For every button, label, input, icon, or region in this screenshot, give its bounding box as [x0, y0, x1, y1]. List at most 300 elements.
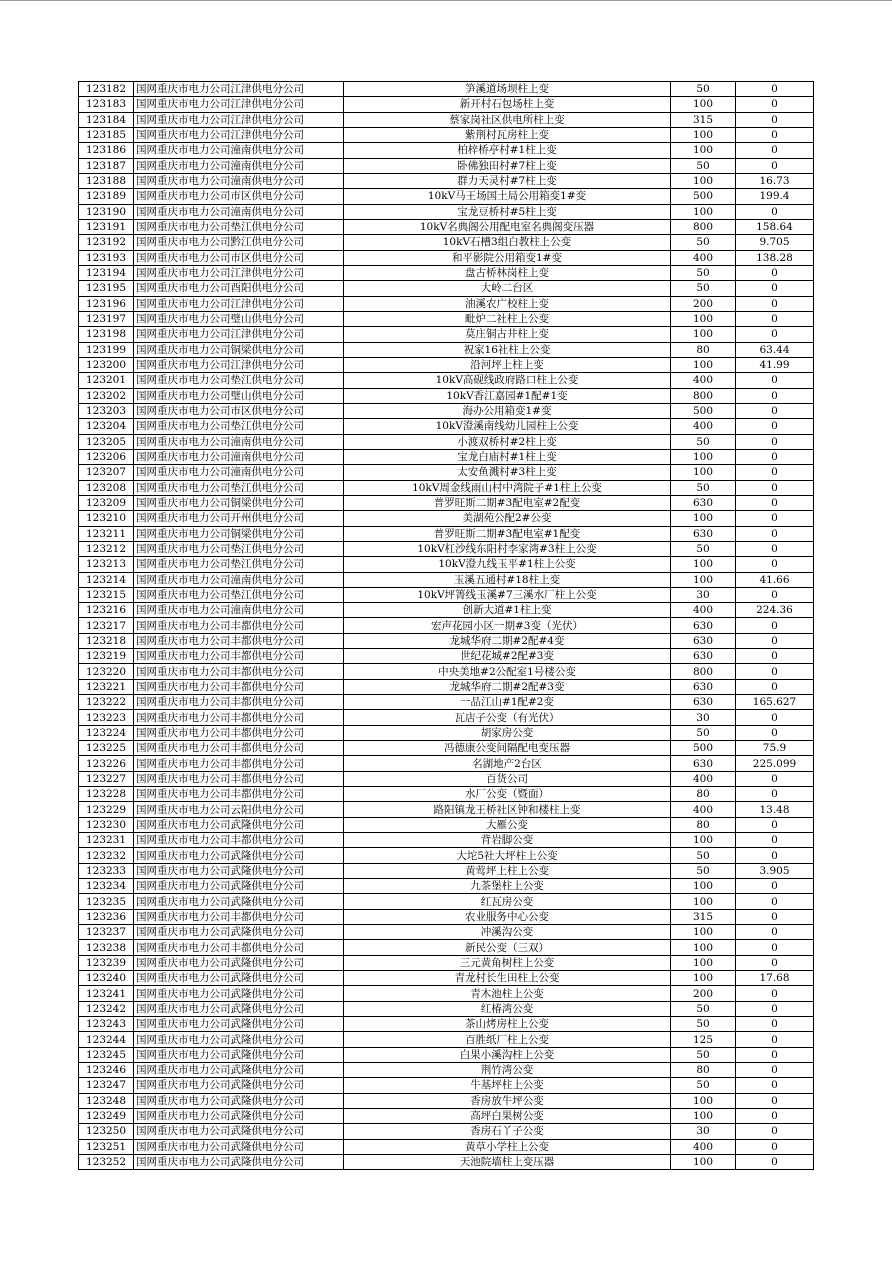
cell-id: 123250 — [79, 1124, 134, 1139]
cell-id: 123205 — [79, 434, 134, 449]
cell-transformer-name: 荆竹湾公变 — [344, 1063, 671, 1078]
cell-id: 123189 — [79, 189, 134, 204]
table-row — [79, 1078, 814, 1093]
cell-id: 123197 — [79, 311, 134, 326]
cell-capacity: 100 — [671, 511, 736, 526]
cell-value: 225.099 — [736, 756, 814, 771]
cell-company: 国网重庆市电力公司江津供电分公司 — [134, 97, 344, 112]
table-row — [79, 311, 814, 326]
table-row — [79, 219, 814, 234]
cell-transformer-name: 牛基坪柱上公变 — [344, 1078, 671, 1093]
cell-capacity: 100 — [671, 204, 736, 219]
cell-value: 0 — [736, 986, 814, 1001]
cell-capacity: 630 — [671, 679, 736, 694]
cell-company: 国网重庆市电力公司丰都供电分公司 — [134, 679, 344, 694]
cell-value: 0 — [736, 1063, 814, 1078]
cell-value: 0 — [736, 710, 814, 725]
table-row — [79, 189, 814, 204]
cell-id: 123235 — [79, 894, 134, 909]
cell-value: 0 — [736, 419, 814, 434]
cell-value: 0 — [736, 725, 814, 740]
cell-id: 123249 — [79, 1108, 134, 1123]
cell-transformer-name: 卧佛独田村#7柱上变 — [344, 158, 671, 173]
cell-capacity: 50 — [671, 82, 736, 97]
cell-id: 123218 — [79, 633, 134, 648]
table-row — [79, 511, 814, 526]
cell-id: 123199 — [79, 342, 134, 357]
cell-company: 国网重庆市电力公司潼南供电分公司 — [134, 603, 344, 618]
table-row — [79, 955, 814, 970]
table-row — [79, 971, 814, 986]
cell-id: 123222 — [79, 695, 134, 710]
cell-value: 165.627 — [736, 695, 814, 710]
cell-id: 123192 — [79, 235, 134, 250]
cell-transformer-name: 天池院墙柱上变压器 — [344, 1154, 671, 1169]
cell-capacity: 50 — [671, 1047, 736, 1062]
cell-capacity: 400 — [671, 419, 736, 434]
cell-transformer-name: 油溪农广校柱上变 — [344, 296, 671, 311]
cell-capacity: 100 — [671, 557, 736, 572]
table-row — [79, 158, 814, 173]
cell-transformer-name: 冯德康公变间隔配电变压器 — [344, 741, 671, 756]
cell-transformer-name: 宏声花园小区一期#3变（光伏） — [344, 618, 671, 633]
cell-company: 国网重庆市电力公司市区供电分公司 — [134, 250, 344, 265]
cell-capacity: 800 — [671, 388, 736, 403]
cell-id: 123242 — [79, 1001, 134, 1016]
cell-id: 123237 — [79, 925, 134, 940]
cell-value: 0 — [736, 833, 814, 848]
cell-company: 国网重庆市电力公司市区供电分公司 — [134, 403, 344, 418]
cell-capacity: 630 — [671, 618, 736, 633]
cell-capacity: 500 — [671, 403, 736, 418]
cell-id: 123204 — [79, 419, 134, 434]
cell-transformer-name: 10kV周金线雨山村中湾院子#1柱上公变 — [344, 480, 671, 495]
cell-transformer-name: 青木池柱上公变 — [344, 986, 671, 1001]
cell-capacity: 100 — [671, 1093, 736, 1108]
cell-value: 0 — [736, 311, 814, 326]
table-row — [79, 710, 814, 725]
cell-id: 123232 — [79, 848, 134, 863]
cell-transformer-name: 香房放牛坪公变 — [344, 1093, 671, 1108]
table-row — [79, 388, 814, 403]
cell-company: 国网重庆市电力公司丰都供电分公司 — [134, 741, 344, 756]
cell-transformer-name: 大雁公变 — [344, 817, 671, 832]
cell-id: 123182 — [79, 82, 134, 97]
cell-id: 123230 — [79, 817, 134, 832]
cell-id: 123211 — [79, 526, 134, 541]
cell-transformer-name: 背岩脚公变 — [344, 833, 671, 848]
cell-value: 0 — [736, 618, 814, 633]
table-row — [79, 679, 814, 694]
table-row — [79, 848, 814, 863]
cell-transformer-name: 黄草小学柱上公变 — [344, 1139, 671, 1154]
cell-id: 123228 — [79, 787, 134, 802]
table-row — [79, 480, 814, 495]
table-row — [79, 434, 814, 449]
cell-company: 国网重庆市电力公司垫江供电分公司 — [134, 480, 344, 495]
cell-value: 0 — [736, 649, 814, 664]
cell-company: 国网重庆市电力公司武隆供电分公司 — [134, 925, 344, 940]
cell-capacity: 630 — [671, 495, 736, 510]
cell-value: 0 — [736, 940, 814, 955]
cell-value: 0 — [736, 909, 814, 924]
cell-value: 0 — [736, 817, 814, 832]
cell-capacity: 315 — [671, 909, 736, 924]
cell-capacity: 30 — [671, 587, 736, 602]
cell-transformer-name: 普罗旺斯二期#3配电室#2配变 — [344, 495, 671, 510]
cell-id: 123198 — [79, 327, 134, 342]
table-row — [79, 557, 814, 572]
cell-value: 9.705 — [736, 235, 814, 250]
cell-id: 123202 — [79, 388, 134, 403]
cell-capacity: 630 — [671, 756, 736, 771]
cell-transformer-name: 沿河坪上柱上变 — [344, 357, 671, 372]
cell-company: 国网重庆市电力公司铜梁供电分公司 — [134, 526, 344, 541]
cell-company: 国网重庆市电力公司垫江供电分公司 — [134, 541, 344, 556]
cell-company: 国网重庆市电力公司武隆供电分公司 — [134, 1001, 344, 1016]
cell-capacity: 50 — [671, 541, 736, 556]
transformer-table — [78, 81, 814, 1170]
cell-value: 0 — [736, 557, 814, 572]
cell-transformer-name: 瓦店子公变（有光伏） — [344, 710, 671, 725]
cell-company: 国网重庆市电力公司铜梁供电分公司 — [134, 495, 344, 510]
cell-id: 123217 — [79, 618, 134, 633]
cell-value: 0 — [736, 1078, 814, 1093]
cell-capacity: 100 — [671, 311, 736, 326]
cell-transformer-name: 10kV高砚线政府路口柱上公变 — [344, 373, 671, 388]
cell-transformer-name: 柏梓桥亭村#1柱上变 — [344, 143, 671, 158]
cell-id: 123246 — [79, 1063, 134, 1078]
table-row — [79, 296, 814, 311]
table-row — [79, 649, 814, 664]
table-row — [79, 725, 814, 740]
table-row — [79, 1093, 814, 1108]
cell-id: 123190 — [79, 204, 134, 219]
cell-transformer-name: 名湖地产2台区 — [344, 756, 671, 771]
table-row — [79, 741, 814, 756]
cell-capacity: 400 — [671, 802, 736, 817]
cell-id: 123193 — [79, 250, 134, 265]
table-row — [79, 1001, 814, 1016]
cell-capacity: 50 — [671, 265, 736, 280]
cell-company: 国网重庆市电力公司武隆供电分公司 — [134, 1063, 344, 1078]
table-row — [79, 1032, 814, 1047]
cell-company: 国网重庆市电力公司垫江供电分公司 — [134, 587, 344, 602]
cell-transformer-name: 美湖苑公配2#公变 — [344, 511, 671, 526]
cell-value: 0 — [736, 1139, 814, 1154]
cell-transformer-name: 10kV香江嘉园#1配#1变 — [344, 388, 671, 403]
cell-company: 国网重庆市电力公司江津供电分公司 — [134, 112, 344, 127]
cell-company: 国网重庆市电力公司武隆供电分公司 — [134, 1139, 344, 1154]
cell-transformer-name: 茶山烤房柱上公变 — [344, 1017, 671, 1032]
cell-company: 国网重庆市电力公司丰都供电分公司 — [134, 725, 344, 740]
cell-value: 0 — [736, 1124, 814, 1139]
cell-value: 41.99 — [736, 357, 814, 372]
cell-capacity: 50 — [671, 434, 736, 449]
table-row — [79, 112, 814, 127]
table-row — [79, 863, 814, 878]
cell-id: 123252 — [79, 1154, 134, 1169]
cell-company: 国网重庆市电力公司潼南供电分公司 — [134, 143, 344, 158]
cell-company: 国网重庆市电力公司江津供电分公司 — [134, 357, 344, 372]
cell-transformer-name: 毗炉二社柱上公变 — [344, 311, 671, 326]
cell-id: 123234 — [79, 879, 134, 894]
cell-transformer-name: 盘古桥林岗柱上变 — [344, 265, 671, 280]
table-row — [79, 787, 814, 802]
cell-id: 123208 — [79, 480, 134, 495]
cell-id: 123184 — [79, 112, 134, 127]
cell-value: 0 — [736, 848, 814, 863]
page-top-rule — [0, 0, 892, 1]
cell-company: 国网重庆市电力公司武隆供电分公司 — [134, 1093, 344, 1108]
table-row — [79, 465, 814, 480]
cell-company: 国网重庆市电力公司垫江供电分公司 — [134, 219, 344, 234]
cell-capacity: 50 — [671, 1017, 736, 1032]
cell-transformer-name: 黄莺坪上柱上公变 — [344, 863, 671, 878]
cell-company: 国网重庆市电力公司开州供电分公司 — [134, 511, 344, 526]
cell-transformer-name: 太安鱼溅村#3柱上变 — [344, 465, 671, 480]
cell-id: 123183 — [79, 97, 134, 112]
cell-transformer-name: 和平影院公用箱变1#变 — [344, 250, 671, 265]
cell-transformer-name: 祝家16社柱上公变 — [344, 342, 671, 357]
cell-value: 0 — [736, 541, 814, 556]
table-row — [79, 817, 814, 832]
cell-capacity: 50 — [671, 158, 736, 173]
cell-value: 16.73 — [736, 173, 814, 188]
cell-capacity: 50 — [671, 848, 736, 863]
cell-capacity: 100 — [671, 327, 736, 342]
cell-capacity: 100 — [671, 143, 736, 158]
cell-transformer-name: 10kV坪箐线玉溪#7三溪水厂柱上公变 — [344, 587, 671, 602]
cell-transformer-name: 九茶堡柱上公变 — [344, 879, 671, 894]
cell-company: 国网重庆市电力公司潼南供电分公司 — [134, 572, 344, 587]
table-row — [79, 603, 814, 618]
table-body — [79, 82, 814, 1170]
cell-capacity: 800 — [671, 664, 736, 679]
cell-capacity: 100 — [671, 572, 736, 587]
cell-id: 123219 — [79, 649, 134, 664]
cell-transformer-name: 玉溪五通村#18柱上变 — [344, 572, 671, 587]
table-row — [79, 143, 814, 158]
cell-value: 0 — [736, 771, 814, 786]
cell-id: 123187 — [79, 158, 134, 173]
cell-capacity: 200 — [671, 986, 736, 1001]
cell-transformer-name: 10kV澄九线玉平#1柱上公变 — [344, 557, 671, 572]
cell-value: 0 — [736, 373, 814, 388]
cell-capacity: 100 — [671, 1154, 736, 1169]
cell-value: 0 — [736, 633, 814, 648]
cell-transformer-name: 10kV石槽3组白教柱上公变 — [344, 235, 671, 250]
cell-capacity: 50 — [671, 281, 736, 296]
table-row — [79, 357, 814, 372]
cell-id: 123214 — [79, 572, 134, 587]
cell-company: 国网重庆市电力公司江津供电分公司 — [134, 82, 344, 97]
cell-capacity: 80 — [671, 342, 736, 357]
cell-value: 41.66 — [736, 572, 814, 587]
table-row — [79, 97, 814, 112]
cell-id: 123194 — [79, 265, 134, 280]
cell-transformer-name: 普罗旺斯二期#3配电室#1配变 — [344, 526, 671, 541]
table-row — [79, 1154, 814, 1169]
table-row — [79, 265, 814, 280]
cell-capacity: 400 — [671, 250, 736, 265]
cell-capacity: 80 — [671, 817, 736, 832]
cell-value: 0 — [736, 403, 814, 418]
cell-company: 国网重庆市电力公司武隆供电分公司 — [134, 971, 344, 986]
cell-company: 国网重庆市电力公司市区供电分公司 — [134, 189, 344, 204]
cell-company: 国网重庆市电力公司武隆供电分公司 — [134, 986, 344, 1001]
cell-id: 123233 — [79, 863, 134, 878]
cell-transformer-name: 新开村石包场柱上变 — [344, 97, 671, 112]
cell-capacity: 100 — [671, 833, 736, 848]
table-row — [79, 173, 814, 188]
cell-id: 123201 — [79, 373, 134, 388]
cell-value: 138.28 — [736, 250, 814, 265]
cell-value: 0 — [736, 112, 814, 127]
cell-id: 123248 — [79, 1093, 134, 1108]
cell-value: 0 — [736, 894, 814, 909]
cell-id: 123195 — [79, 281, 134, 296]
cell-capacity: 400 — [671, 771, 736, 786]
cell-company: 国网重庆市电力公司武隆供电分公司 — [134, 955, 344, 970]
cell-value: 0 — [736, 1017, 814, 1032]
table-row — [79, 449, 814, 464]
cell-capacity: 630 — [671, 695, 736, 710]
cell-transformer-name: 群力天灵村#7柱上变 — [344, 173, 671, 188]
cell-company: 国网重庆市电力公司武隆供电分公司 — [134, 1032, 344, 1047]
cell-company: 国网重庆市电力公司江津供电分公司 — [134, 127, 344, 142]
table-row — [79, 541, 814, 556]
table-row — [79, 250, 814, 265]
cell-capacity: 125 — [671, 1032, 736, 1047]
table-row — [79, 235, 814, 250]
cell-id: 123213 — [79, 557, 134, 572]
cell-value: 0 — [736, 158, 814, 173]
table-row — [79, 802, 814, 817]
cell-id: 123200 — [79, 357, 134, 372]
cell-company: 国网重庆市电力公司丰都供电分公司 — [134, 833, 344, 848]
cell-value: 224.36 — [736, 603, 814, 618]
cell-value: 0 — [736, 434, 814, 449]
cell-id: 123188 — [79, 173, 134, 188]
cell-capacity: 400 — [671, 373, 736, 388]
cell-capacity: 100 — [671, 173, 736, 188]
cell-company: 国网重庆市电力公司垫江供电分公司 — [134, 557, 344, 572]
cell-company: 国网重庆市电力公司潼南供电分公司 — [134, 158, 344, 173]
cell-transformer-name: 10kV名典阁公用配电室名典阁变压器 — [344, 219, 671, 234]
table-row — [79, 281, 814, 296]
cell-id: 123216 — [79, 603, 134, 618]
table-row — [79, 695, 814, 710]
cell-capacity: 315 — [671, 112, 736, 127]
cell-transformer-name: 蔡家岗社区供电所柱上变 — [344, 112, 671, 127]
cell-value: 0 — [736, 587, 814, 602]
cell-capacity: 800 — [671, 219, 736, 234]
cell-value: 0 — [736, 1093, 814, 1108]
table-row — [79, 771, 814, 786]
cell-company: 国网重庆市电力公司潼南供电分公司 — [134, 204, 344, 219]
cell-company: 国网重庆市电力公司铜梁供电分公司 — [134, 342, 344, 357]
cell-company: 国网重庆市电力公司武隆供电分公司 — [134, 863, 344, 878]
table-row — [79, 618, 814, 633]
cell-company: 国网重庆市电力公司丰都供电分公司 — [134, 618, 344, 633]
cell-value: 0 — [736, 495, 814, 510]
cell-id: 123203 — [79, 403, 134, 418]
cell-company: 国网重庆市电力公司潼南供电分公司 — [134, 449, 344, 464]
cell-company: 国网重庆市电力公司潼南供电分公司 — [134, 465, 344, 480]
cell-transformer-name: 龙城华府二期#2配#4变 — [344, 633, 671, 648]
cell-id: 123245 — [79, 1047, 134, 1062]
cell-id: 123209 — [79, 495, 134, 510]
cell-transformer-name: 宝龙白庙村#1柱上变 — [344, 449, 671, 464]
table-row — [79, 909, 814, 924]
cell-id: 123231 — [79, 833, 134, 848]
table-row — [79, 1017, 814, 1032]
cell-transformer-name: 大坨5社大坪柱上公变 — [344, 848, 671, 863]
cell-value: 0 — [736, 143, 814, 158]
cell-id: 123244 — [79, 1032, 134, 1047]
cell-id: 123224 — [79, 725, 134, 740]
cell-value: 13.48 — [736, 802, 814, 817]
cell-id: 123196 — [79, 296, 134, 311]
cell-company: 国网重庆市电力公司璧山供电分公司 — [134, 388, 344, 403]
table-row — [79, 342, 814, 357]
cell-transformer-name: 新民公变（三双） — [344, 940, 671, 955]
cell-transformer-name: 大岭二台区 — [344, 281, 671, 296]
cell-value: 0 — [736, 388, 814, 403]
cell-capacity: 50 — [671, 863, 736, 878]
cell-company: 国网重庆市电力公司丰都供电分公司 — [134, 710, 344, 725]
cell-transformer-name: 胡家房公变 — [344, 725, 671, 740]
cell-company: 国网重庆市电力公司丰都供电分公司 — [134, 633, 344, 648]
cell-transformer-name: 高坪白果树公变 — [344, 1108, 671, 1123]
cell-transformer-name: 宝龙豆桥村#5柱上变 — [344, 204, 671, 219]
cell-transformer-name: 青龙村长生田柱上公变 — [344, 971, 671, 986]
cell-value: 17.68 — [736, 971, 814, 986]
cell-company: 国网重庆市电力公司武隆供电分公司 — [134, 1078, 344, 1093]
cell-capacity: 100 — [671, 925, 736, 940]
cell-capacity: 100 — [671, 97, 736, 112]
cell-transformer-name: 路阳镇龙王桥社区钟和楼柱上变 — [344, 802, 671, 817]
table-row — [79, 925, 814, 940]
cell-id: 123212 — [79, 541, 134, 556]
table-row — [79, 403, 814, 418]
cell-company: 国网重庆市电力公司丰都供电分公司 — [134, 787, 344, 802]
table-row — [79, 833, 814, 848]
cell-transformer-name: 百货公司 — [344, 771, 671, 786]
cell-value: 0 — [736, 82, 814, 97]
cell-value: 0 — [736, 526, 814, 541]
cell-company: 国网重庆市电力公司黔江供电分公司 — [134, 235, 344, 250]
cell-transformer-name: 百胜纸厂柱上公变 — [344, 1032, 671, 1047]
cell-value: 0 — [736, 449, 814, 464]
cell-value: 0 — [736, 465, 814, 480]
cell-capacity: 630 — [671, 649, 736, 664]
cell-capacity: 500 — [671, 741, 736, 756]
cell-id: 123251 — [79, 1139, 134, 1154]
cell-id: 123238 — [79, 940, 134, 955]
cell-value: 75.9 — [736, 741, 814, 756]
cell-value: 0 — [736, 664, 814, 679]
cell-transformer-name: 香房石丫子公变 — [344, 1124, 671, 1139]
cell-id: 123243 — [79, 1017, 134, 1032]
cell-transformer-name: 冲溪沟公变 — [344, 925, 671, 940]
cell-company: 国网重庆市电力公司丰都供电分公司 — [134, 649, 344, 664]
cell-company: 国网重庆市电力公司云阳供电分公司 — [134, 802, 344, 817]
cell-capacity: 400 — [671, 603, 736, 618]
cell-value: 0 — [736, 327, 814, 342]
cell-transformer-name: 10kV澄溪南线幼儿园柱上公变 — [344, 419, 671, 434]
